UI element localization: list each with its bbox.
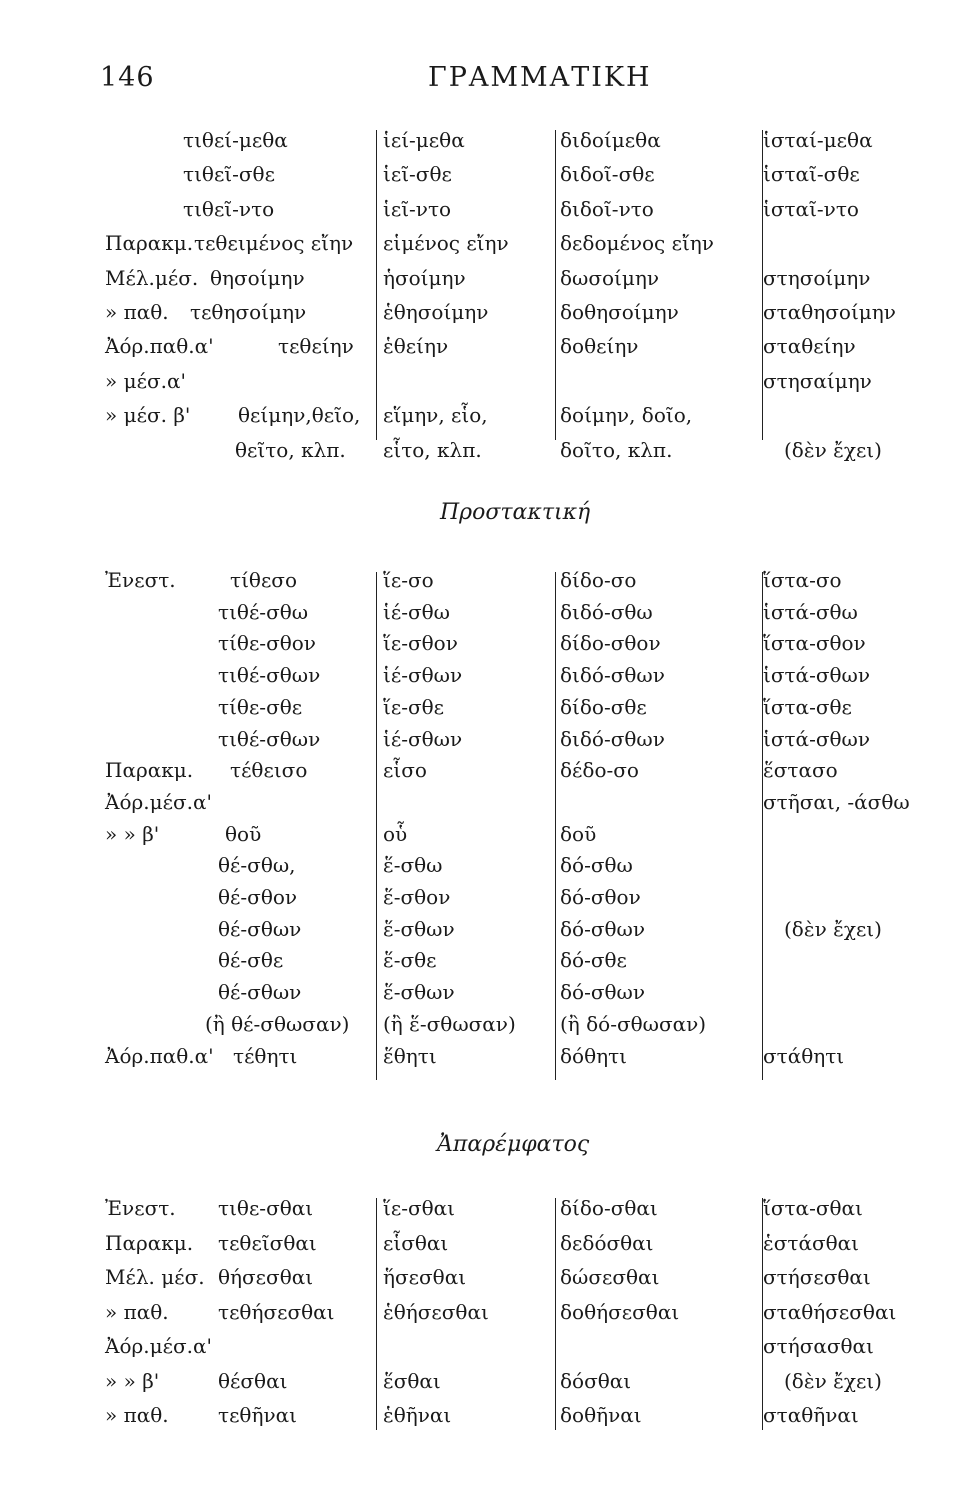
form-cell: εἱμένος εἴην (383, 231, 509, 256)
form-cell: ἱστά-σθων (763, 663, 870, 688)
form-cell: ἑστάσθαι (763, 1230, 859, 1255)
form-cell: δό-σθον (560, 885, 641, 909)
form-cell: οὗ (383, 821, 408, 846)
form-cell: (δὲν ἔχει) (784, 916, 882, 941)
form-cell: θέ-σθον (218, 885, 298, 909)
row-label: Ἀόρ.μέσ.α' (105, 789, 212, 814)
form-cell: στησοίμην (763, 265, 871, 290)
form-cell: τέθητι (233, 1043, 298, 1068)
form-cell: δό-σθω (560, 853, 633, 878)
form-cell: δό-σθε (560, 948, 627, 973)
form-cell: εἵμην, εἷο, (383, 403, 488, 428)
form-cell: σταθῆναι (763, 1403, 859, 1427)
form-cell: ἵε-σθε (383, 694, 445, 719)
infinitive-heading: Ἀπαρέμφατος (437, 1132, 590, 1157)
form-cell: θέ-σθων (218, 916, 302, 941)
form-cell: ἕ-σθω (383, 853, 443, 878)
form-cell: διδοίμεθα (560, 128, 661, 152)
row-label: Ἀόρ.μέσ.α' (105, 1334, 212, 1358)
form-cell: ἑθήσεσθαι (383, 1299, 489, 1324)
row-label: » μέσ.α' (105, 368, 186, 393)
form-cell: στήσεσθαι (763, 1265, 871, 1289)
form-cell: θείμην,θεῖο, (238, 403, 361, 428)
row-label: Ἀόρ.παθ.α' (105, 334, 214, 359)
form-cell: ἑθῆναι (383, 1403, 452, 1427)
form-cell: δίδο-σθε (560, 694, 647, 719)
form-cell: τιθέ-σθων (218, 726, 321, 751)
column-divider (555, 130, 556, 440)
form-cell: ἱστά-σθων (763, 726, 870, 751)
form-cell: τεθειμένος εἴην (194, 231, 354, 256)
row-label: Ἀόρ.παθ.α' (105, 1043, 214, 1068)
column-divider (762, 130, 763, 440)
form-cell: θέσθαι (218, 1368, 288, 1393)
column-divider (555, 572, 556, 1080)
form-cell: διδό-σθων (560, 663, 665, 688)
form-cell: τίθε-σθον (218, 631, 316, 656)
form-cell: στῆσαι, -άσθω (763, 789, 910, 814)
form-cell: τεθείην (278, 334, 354, 359)
form-cell: ἕστασο (763, 758, 838, 783)
form-cell: δίδο-σθον (560, 631, 661, 656)
page-number: 146 (100, 62, 155, 93)
imperative-heading: Προστακτική (440, 500, 591, 525)
form-cell: ἡσοίμην (383, 265, 466, 290)
form-cell: (ἢ ἕ-σθωσαν) (383, 1011, 516, 1036)
form-cell: ἑθησοίμην (383, 300, 489, 324)
form-cell: (ἢ δό-σθωσαν) (560, 1011, 707, 1036)
form-cell: ἱέ-σθω (383, 599, 450, 624)
form-cell: ἕ-σθων (383, 916, 455, 941)
form-cell: δίδο-σθαι (560, 1196, 658, 1220)
form-cell: δό-σθων (560, 980, 645, 1005)
form-cell: (ἢ θέ-σθωσαν) (205, 1011, 350, 1036)
row-label: Ἐνεστ. (105, 568, 176, 592)
form-cell: ἕ-σθων (383, 980, 455, 1005)
form-cell: ἑθείην (383, 334, 449, 359)
form-cell: τιθεῖ-σθε (183, 162, 275, 187)
form-cell: θεῖτο, κλπ. (235, 437, 346, 462)
form-cell: διδοῖ-ντο (560, 196, 654, 221)
form-cell: ἵστα-σο (763, 568, 842, 592)
form-cell: διδό-σθω (560, 599, 653, 624)
form-cell: ἕσθαι (383, 1368, 441, 1393)
form-cell: δόσθαι (560, 1368, 632, 1393)
form-cell: δό-σθων (560, 916, 645, 941)
form-cell: τέθεισο (230, 758, 308, 783)
form-cell: διδοῖ-σθε (560, 162, 655, 187)
row-label: » παθ. (105, 1299, 169, 1324)
form-cell: εἷσο (383, 758, 427, 783)
form-cell: θέ-σθω, (218, 853, 296, 878)
form-cell: ἱσταί-μεθα (763, 128, 873, 152)
form-cell: στήσασθαι (763, 1334, 874, 1358)
row-label: » μέσ. β' (105, 403, 191, 428)
form-cell: θοῦ (225, 821, 262, 846)
form-cell: εἷτο, κλπ. (383, 437, 482, 462)
form-cell: ἕθητι (383, 1043, 437, 1068)
form-cell: ἥσεσθαι (383, 1265, 467, 1289)
form-cell: τεθησοίμην (190, 300, 307, 324)
form-cell: ἵε-σο (383, 568, 434, 592)
row-label: Μέλ. μέσ. (105, 1265, 205, 1289)
form-cell: ἱέ-σθων (383, 663, 463, 688)
form-cell: τιθέ-σθων (218, 663, 321, 688)
column-divider (376, 130, 377, 440)
form-cell: τεθεῖσθαι (218, 1230, 317, 1255)
form-cell: ἱσταῖ-ντο (763, 196, 859, 221)
form-cell: δοθῆναι (560, 1403, 642, 1427)
form-cell: ἵστα-σθον (763, 631, 866, 656)
form-cell: τεθῆναι (218, 1403, 297, 1427)
form-cell: (δὲν ἔχει) (784, 437, 882, 462)
form-cell: ἵε-σθαι (383, 1196, 456, 1220)
form-cell: δοθησοίμην (560, 300, 679, 324)
page-title: ΓΡΑΜΜΑΤΙΚΗ (428, 62, 652, 93)
form-cell: ἕ-σθε (383, 948, 437, 973)
row-label: » » β' (105, 1368, 160, 1393)
row-label: Παρακμ. (105, 231, 194, 256)
form-cell: στάθητι (763, 1043, 845, 1068)
form-cell: δωσοίμην (560, 265, 660, 290)
form-cell: δοῖτο, κλπ. (560, 437, 673, 462)
form-cell: τιθε-σθαι (218, 1196, 314, 1220)
column-divider (555, 1198, 556, 1430)
form-cell: ἵε-σθον (383, 631, 458, 656)
form-cell: τίθεσο (230, 568, 298, 592)
form-cell: δοθείην (560, 334, 639, 359)
column-divider (376, 572, 377, 1080)
form-cell: ἵστα-σθαι (763, 1196, 863, 1220)
row-label: Παρακμ. (105, 1230, 194, 1255)
form-cell: σταθήσεσθαι (763, 1299, 897, 1324)
form-cell: θέ-σθων (218, 980, 302, 1005)
form-cell: δεδόσθαι (560, 1230, 654, 1255)
column-divider (762, 572, 763, 1080)
column-divider (376, 1198, 377, 1430)
form-cell: θέ-σθε (218, 948, 284, 973)
column-divider (762, 1198, 763, 1430)
form-cell: ἱσταῖ-σθε (763, 162, 860, 187)
form-cell: ἱστά-σθω (763, 599, 858, 624)
form-cell: τιθέ-σθω (218, 599, 309, 624)
form-cell: θησοίμην (210, 265, 305, 290)
row-label: Παρακμ. (105, 758, 194, 783)
form-cell: (δὲν ἔχει) (784, 1368, 882, 1393)
form-cell: τίθε-σθε (218, 694, 303, 719)
form-cell: δοῦ (560, 821, 597, 846)
form-cell: ἱεῖ-ντο (383, 196, 452, 221)
form-cell: στησαίμην (763, 368, 872, 393)
form-cell: ἱεῖ-σθε (383, 162, 452, 187)
form-cell: δοθήσεσθαι (560, 1299, 680, 1324)
form-cell: τεθήσεσθαι (218, 1299, 335, 1324)
form-cell: εἷσθαι (383, 1230, 449, 1255)
row-label: » παθ. (105, 1403, 169, 1427)
row-label: Μέλ.μέσ. (105, 265, 199, 290)
form-cell: δόθητι (560, 1043, 628, 1068)
form-cell: ἱεί-μεθα (383, 128, 465, 152)
form-cell: ἱέ-σθων (383, 726, 463, 751)
form-cell: δίδο-σο (560, 568, 637, 592)
form-cell: θήσεσθαι (218, 1265, 314, 1289)
form-cell: τιθεῖ-ντο (183, 196, 275, 221)
form-cell: δοίμην, δοῖο, (560, 403, 693, 428)
form-cell: δέδο-σο (560, 758, 639, 783)
form-cell: δεδομένος εἴην (560, 231, 714, 256)
form-cell: σταθείην (763, 334, 856, 359)
form-cell: δώσεσθαι (560, 1265, 660, 1289)
form-cell: σταθησοίμην (763, 300, 896, 324)
form-cell: τιθεί-μεθα (183, 128, 288, 152)
row-label: Ἐνεστ. (105, 1196, 176, 1220)
row-label: » παθ. (105, 300, 169, 324)
row-label: » » β' (105, 821, 160, 846)
form-cell: ἕ-σθον (383, 885, 451, 909)
form-cell: ἵστα-σθε (763, 694, 852, 719)
form-cell: διδό-σθων (560, 726, 665, 751)
